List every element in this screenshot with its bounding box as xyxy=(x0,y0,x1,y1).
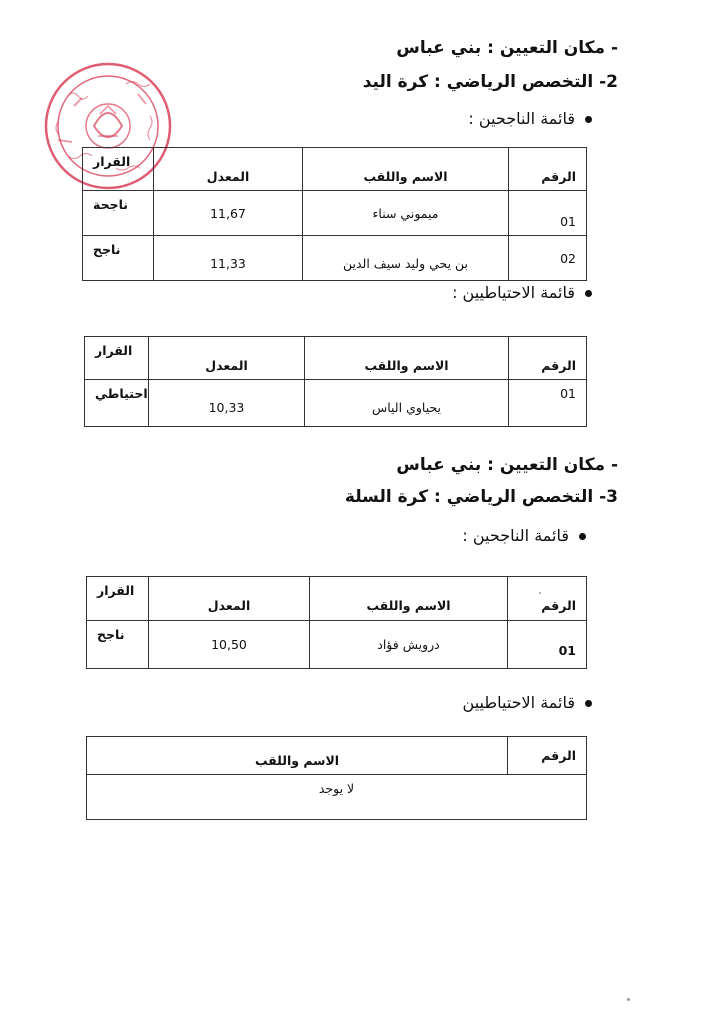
header-name: الاسم واللقب xyxy=(310,577,508,621)
cell-decision: ناجح xyxy=(87,621,149,669)
cell-decision: احتياطي xyxy=(85,380,149,427)
cell-avg: 11,67 xyxy=(154,191,303,236)
section2-reserves-title-text: قائمة الاحتياطيين : xyxy=(452,283,575,302)
section2-place-heading: - مكان التعيين : بني عباس xyxy=(396,38,618,58)
cell-decision: ناجح xyxy=(83,236,154,281)
table-header-row xyxy=(87,577,587,621)
section2-reserves-title xyxy=(452,283,592,302)
bullet-dot-icon xyxy=(579,533,586,540)
cell-avg: 11,33 xyxy=(154,236,303,281)
table-header-row xyxy=(85,337,587,380)
section3-winners-title-text: قائمة الناجحين : xyxy=(462,526,569,545)
header-avg: المعدل xyxy=(149,337,305,380)
section3-winners-title xyxy=(462,526,586,545)
table-row xyxy=(83,236,587,281)
section2-winners-title xyxy=(468,109,592,128)
cell-name: يحياوي الياس xyxy=(305,380,509,427)
bullet-dot-icon xyxy=(585,116,592,123)
cell-avg: 10,50 xyxy=(149,621,310,669)
section3-winners-table xyxy=(86,576,587,669)
header-num: الرقم xyxy=(509,337,587,380)
table-header-row xyxy=(83,148,587,191)
header-avg: المعدل xyxy=(154,148,303,191)
header-name: الاسم واللقب xyxy=(305,337,509,380)
cell-num: 01 xyxy=(509,380,587,427)
header-decision: القرار xyxy=(83,148,154,191)
header-decision: القرار xyxy=(87,577,149,621)
scan-speck xyxy=(627,998,630,1001)
header-num: الرقم xyxy=(508,577,587,621)
cell-decision: ناجحة xyxy=(83,191,154,236)
cell-num: 01 xyxy=(508,621,587,669)
section3-place-heading: - مكان التعيين : بني عباس xyxy=(396,455,618,475)
header-name: الاسم واللقب xyxy=(303,148,509,191)
table-row xyxy=(85,380,587,427)
section3-reserves-table xyxy=(86,736,587,820)
header-avg: المعدل xyxy=(149,577,310,621)
bullet-dot-icon xyxy=(585,700,592,707)
header-decision: القرار xyxy=(85,337,149,380)
cell-avg: 10,33 xyxy=(149,380,305,427)
cell-num: 01 xyxy=(509,191,587,236)
section3-reserves-title-text: قائمة الاحتياطيين xyxy=(462,693,575,712)
cell-name: ميموني سناء xyxy=(303,191,509,236)
cell-name: بن يحي وليد سيف الدين xyxy=(303,236,509,281)
section2-winners-title-text: قائمة الناجحين : xyxy=(468,109,575,128)
section3-specialty-heading: 3- التخصص الرياضي : كرة السلة xyxy=(344,487,618,507)
table-row xyxy=(83,191,587,236)
section2-reserves-table xyxy=(84,336,587,427)
table-header-row xyxy=(87,737,587,775)
cell-num: 02 xyxy=(509,236,587,281)
section2-specialty-heading: 2- التخصص الرياضي : كرة اليد xyxy=(362,72,618,92)
scan-speck xyxy=(539,592,541,594)
table-row xyxy=(87,621,587,669)
section2-winners-table xyxy=(82,147,587,281)
empty-cell: لا يوجد xyxy=(87,775,587,820)
table-row xyxy=(87,775,587,820)
header-name: الاسم واللقب xyxy=(87,737,508,775)
header-num: الرقم xyxy=(508,737,587,775)
cell-name: درويش فؤاد xyxy=(310,621,508,669)
bullet-dot-icon xyxy=(585,290,592,297)
section3-reserves-title xyxy=(463,693,592,712)
header-num: الرقم xyxy=(509,148,587,191)
